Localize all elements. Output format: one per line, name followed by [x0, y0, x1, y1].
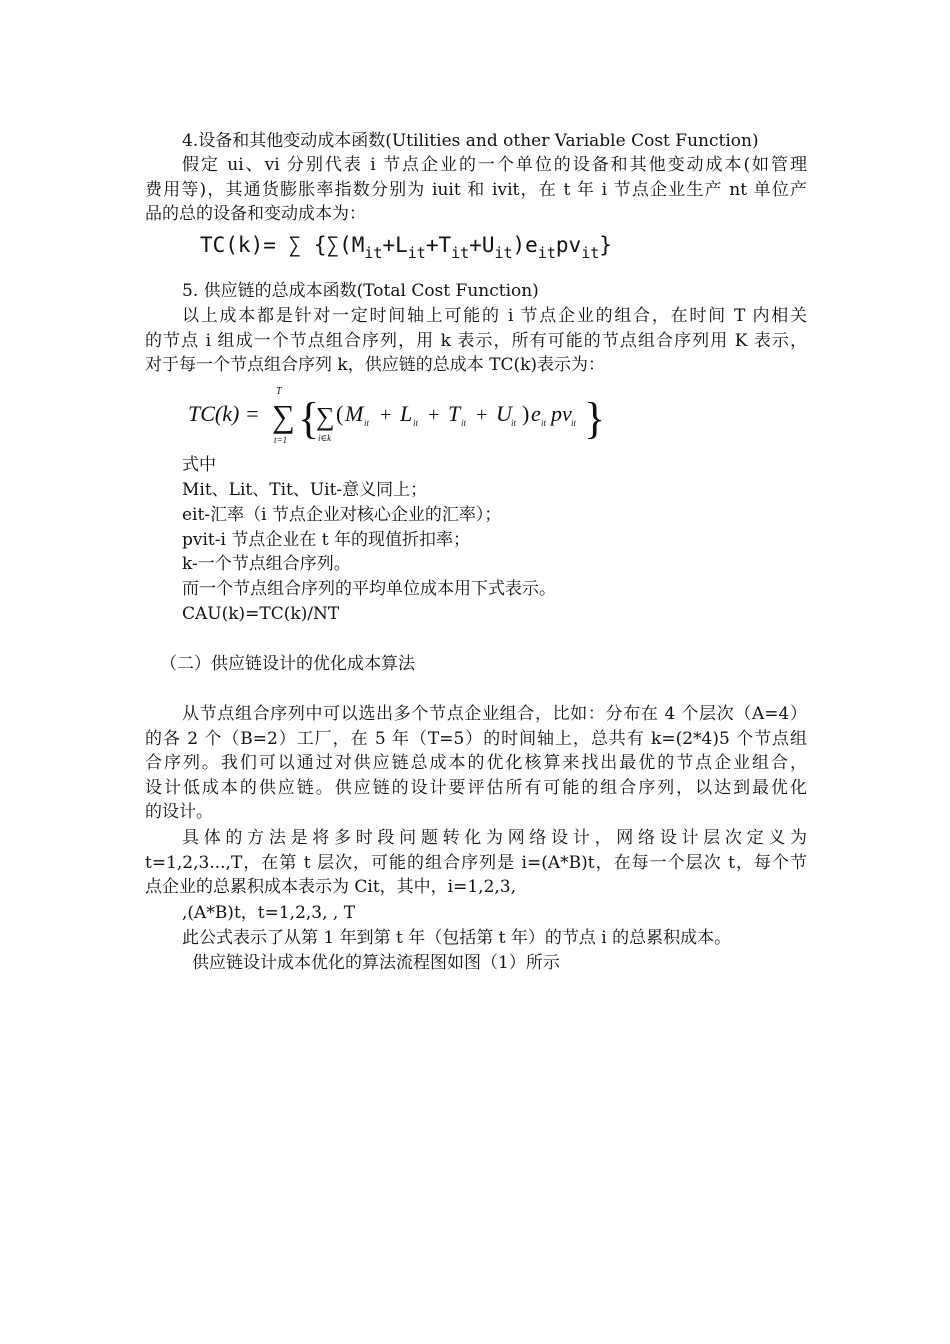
formula2-sub-l: it: [413, 418, 419, 428]
formula2-lower-limit-inner: i∈k: [318, 433, 332, 443]
para2-line-6: 供应链设计成本优化的算法流程图如图（1）所示: [192, 953, 560, 973]
formula2-sub-t: it: [461, 418, 467, 428]
section4-heading: 4.设备和其他变动成本函数(Utilities and other Variable Cost Function): [182, 131, 759, 151]
section4-line-3: 品的总的设备和变动成本为：: [145, 204, 366, 224]
para2-line-1: 具体的方法是将多时段问题转化为网络设计，网络设计层次定义为: [182, 828, 807, 848]
formula-tc-summation: [188, 383, 608, 445]
formula2-u: U: [496, 401, 512, 426]
formula2-upper-limit: T: [276, 386, 282, 397]
formula2-sub-m: it: [364, 418, 370, 428]
formula2-sub-e: it: [541, 418, 547, 428]
formula-tc-simple: TC(k)= ∑ $\{\sum(M_{it}+L_{it}+T_{it}+U_{it})e_{it}pv_{it}\}$: [200, 233, 612, 262]
para1-line-5: 的设计。: [145, 802, 213, 822]
section5-heading: 5. 供应链的总成本函数(Total Cost Function): [182, 281, 539, 301]
para1-line-3: 合序列。我们可以通过对供应链总成本的优化核算来找出最优的节点企业组合，: [145, 753, 807, 773]
definitions-intro: 式中: [182, 455, 216, 475]
section4-line-2: 费用等)，其通货膨胀率指数分别为 iuit 和 ivit，在 t 年 i 节点企业生产 nt 单位产: [145, 180, 807, 200]
definition-item-2: eit-汇率（i 节点企业对核心企业的汇率）；: [182, 505, 502, 525]
section4-line-1: 假定 ui、vi 分别代表 i 节点企业的一个单位的设备和其他变动成本(如管理: [182, 155, 807, 175]
brace-open: {: [298, 394, 320, 443]
plus-1: +: [380, 404, 392, 426]
section5-line-3: 对于每一个节点组合序列 k，供应链的总成本 TC(k)表示为：: [145, 355, 606, 375]
sum-symbol-outer: ∑: [272, 398, 295, 434]
definition-item-5: 而一个节点组合序列的平均单位成本用下式表示。: [182, 579, 556, 599]
formula2-pv: pv: [551, 401, 572, 426]
definition-item-1: Mit、Lit、Tit、Uit-意义同上；: [182, 480, 428, 500]
para2-line-2: t=1,2,3...,T，在第 t 层次，可能的组合序列是 i=(A*B)t，在每一个层次 t，每个节: [145, 853, 807, 873]
para1-line-4: 设计低成本的供应链。供应链的设计要评估所有可能的组合序列，以达到最优化: [145, 778, 807, 798]
para2-line-3: 点企业的总累积成本表示为 Cit，其中，i=1,2,3,: [145, 877, 517, 897]
plus-3: +: [476, 404, 488, 426]
formula2-e: e: [531, 401, 541, 426]
formula2-sub-pv: it: [571, 418, 577, 428]
section5-line-1: 以上成本都是针对一定时间轴上可能的 i 节点企业的组合，在时间 T 内相关: [182, 306, 807, 326]
para2-line-5: 此公式表示了从第 1 年到第 t 年（包括第 t 年）的节点 i 的总累积成本。: [182, 928, 732, 948]
definition-item-4: k-一个节点组合序列。: [182, 554, 351, 574]
formula2-m: M: [345, 401, 364, 426]
formula2-lhs: TC(k) =: [188, 401, 260, 426]
formula2-lower-limit-outer: t=1: [274, 435, 288, 445]
sum-symbol-inner: ∑: [316, 402, 335, 431]
paren-close: ): [522, 401, 530, 426]
formula2-t: T: [448, 401, 461, 426]
plus-2: +: [428, 404, 440, 426]
brace-close: }: [584, 394, 606, 443]
section5-line-2: 的节点 i 组成一个节点组合序列，用 k 表示，所有可能的节点组合序列用 K 表示，: [145, 331, 807, 351]
formula2-sub-u: it: [511, 418, 517, 428]
definition-item-3: pvit-i 节点企业在 t 年的现值折扣率；: [182, 530, 470, 550]
para1-line-2: 的各 2 个（B=2）工厂，在 5 年（T=5）的时间轴上，总共有 k=(2*4)5 个节点组: [145, 729, 807, 749]
para1-line-1: 从节点组合序列中可以选出多个节点企业组合，比如：分布在 4 个层次（A=4）: [182, 704, 807, 724]
section-two-heading: （二）供应链设计的优化成本算法: [160, 654, 415, 674]
paren-open: (: [336, 401, 344, 426]
formula2-l: L: [400, 401, 413, 426]
definition-item-6: CAU(k)=TC(k)/NT: [182, 604, 340, 624]
para2-line-4: ,(A*B)t，t=1,2,3, , T: [182, 903, 356, 923]
